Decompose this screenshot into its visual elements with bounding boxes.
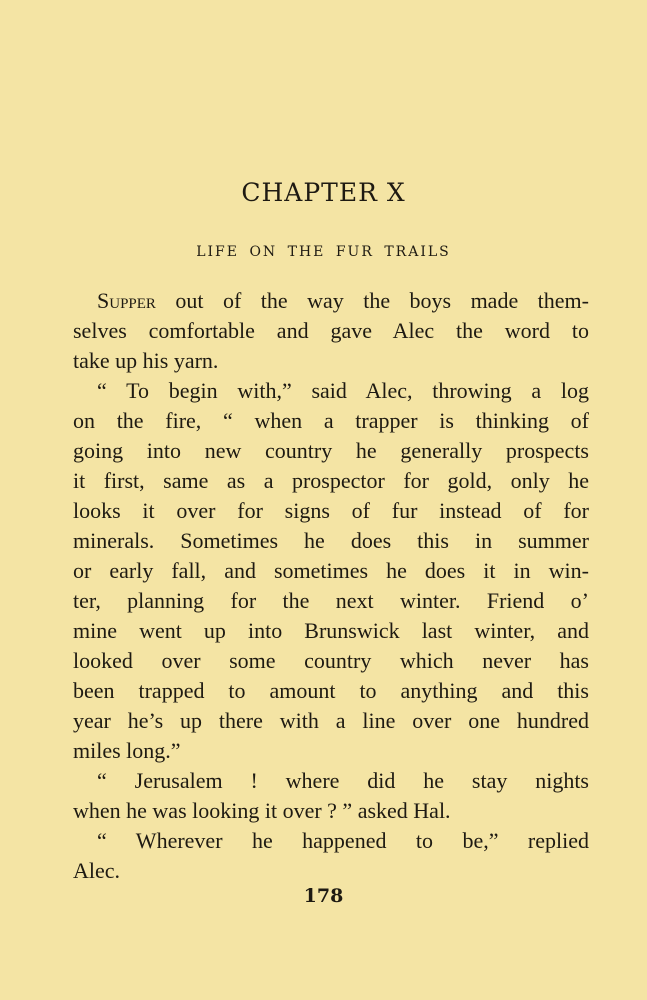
text-line: “ Jerusalem ! where did he stay nights [97, 768, 589, 793]
text-line: year he’s up there with a line over one hundred [73, 708, 589, 733]
text-line: “ To begin with,” said Alec, throwing a log [97, 378, 589, 403]
text-line: Alec. [73, 858, 121, 883]
drop-smallcaps-word: Supper [97, 288, 156, 313]
text-line: take up his yarn. [73, 348, 219, 373]
text-line: minerals. Sometimes he does this in summer [73, 528, 589, 553]
text-line: “ Wherever he happened to be,” replied [97, 828, 589, 853]
text-line: looks it over for signs of fur instead of for [73, 498, 589, 523]
page-number: 178 [303, 885, 344, 907]
text-line: been trapped to amount to anything and this [73, 678, 589, 703]
text-line: mine went up into Brunswick last winter, and [73, 618, 589, 643]
text-line: when he was looking it over ? ” asked Hal. [73, 798, 451, 823]
body-text [73, 286, 589, 886]
chapter-title: CHAPTER X [241, 178, 406, 207]
text-line: selves comfortable and gave Alec the word to [73, 318, 589, 343]
text-line: ter, planning for the next winter. Friend o’ [73, 588, 589, 613]
text-line-content: out of the way the boys made them- [155, 288, 589, 313]
text-line [73, 286, 589, 316]
text-line: on the fire, “ when a trapper is thinking of [73, 408, 589, 433]
text-line: or early fall, and sometimes he does it in win- [73, 558, 589, 583]
text-line: looked over some country which never has [73, 648, 589, 673]
chapter-subtitle: LIFE ON THE FUR TRAILS [196, 244, 451, 260]
text-line: it first, same as a prospector for gold, only he [73, 468, 589, 493]
text-line: going into new country he generally prospects [73, 438, 589, 463]
text-line: miles long.” [73, 738, 181, 763]
